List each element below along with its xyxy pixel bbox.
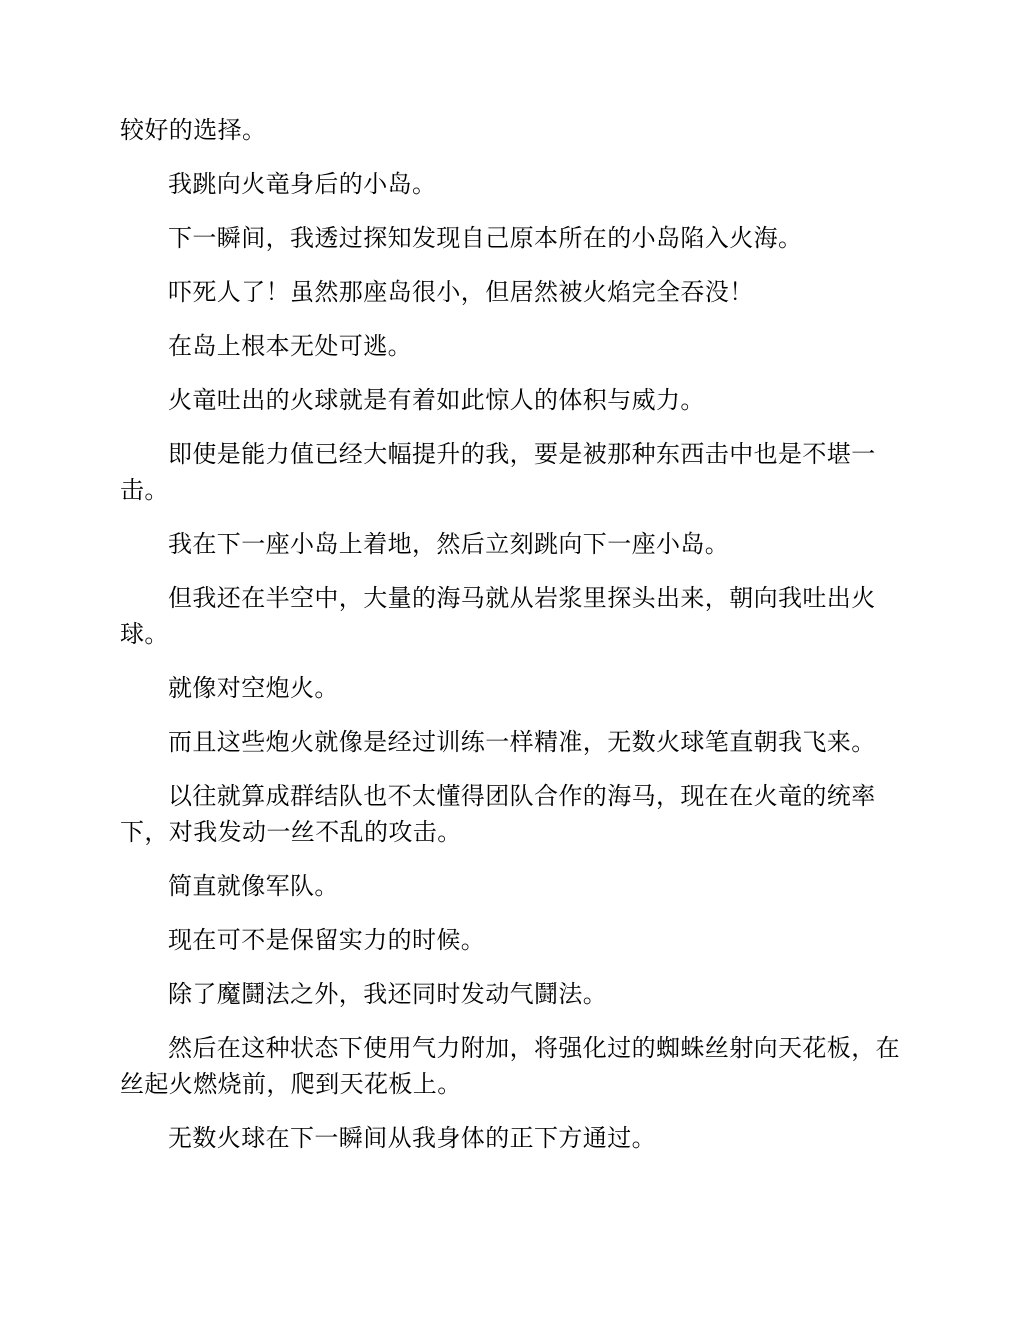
paragraph-10: 就像对空炮火。 (168, 674, 339, 702)
paragraph-14: 现在可不是保留实力的时候。 (168, 926, 486, 954)
paragraph-17: 无数火球在下一瞬间从我身体的正下方通过。 (168, 1124, 656, 1152)
paragraph-15: 除了魔鬪法之外，我还同时发动气鬪法。 (168, 980, 608, 1008)
paragraph-5: 在岛上根本无处可逃。 (168, 332, 412, 360)
paragraph-12: 以往就算成群结队也不太懂得团队合作的海马，现在在火竜的统率下，对我发动一丝不乱的攻击。 (120, 782, 876, 846)
paragraph-3: 下一瞬间，我透过探知发现自己原本所在的小岛陷入火海。 (168, 224, 803, 252)
paragraph-13: 简直就像军队。 (168, 872, 339, 900)
document-page (120, 112, 900, 1174)
paragraph-11: 而且这些炮火就像是经过训练一样精准，无数火球笔直朝我飞来。 (168, 728, 876, 756)
paragraph-7: 即使是能力值已经大幅提升的我，要是被那种东西击中也是不堪一击。 (120, 440, 876, 504)
paragraph-16: 然后在这种状态下使用气力附加，将强化过的蜘蛛丝射向天花板，在丝起火燃烧前，爬到天花板上。 (120, 1034, 900, 1098)
paragraph-8: 我在下一座小岛上着地，然后立刻跳向下一座小岛。 (168, 530, 730, 558)
paragraph-1: 较好的选择。 (120, 116, 267, 144)
paragraph-9: 但我还在半空中，大量的海马就从岩浆里探头出来，朝向我吐出火球。 (120, 584, 876, 648)
paragraph-6: 火竜吐出的火球就是有着如此惊人的体积与威力。 (168, 386, 705, 414)
paragraph-4: 吓死人了！虽然那座岛很小，但居然被火焰完全吞没！ (168, 278, 754, 306)
paragraph-2: 我跳向火竜身后的小岛。 (168, 170, 437, 198)
